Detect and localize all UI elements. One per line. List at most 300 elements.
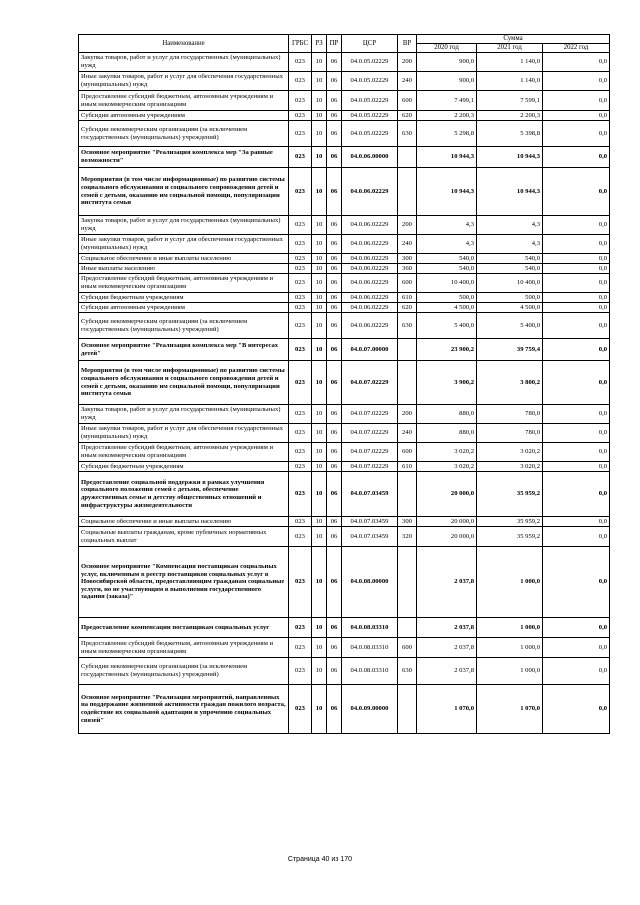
cell-y2020: 880,0 [417,424,477,443]
cell-rz: 10 [312,339,327,361]
cell-csr: 04.0.06.00000 [342,147,398,168]
cell-pr: 06 [327,618,342,638]
cell-rz: 10 [312,53,327,72]
cell-y2022: 0,0 [543,618,610,638]
cell-rz: 10 [312,547,327,618]
cell-grbs: 023 [289,472,312,517]
cell-y2020: 20 000,0 [417,472,477,517]
cell-csr: 04.0.07.02229 [342,361,398,405]
cell-y2020: 2 200,3 [417,111,477,121]
cell-name: Основное мероприятие "Реализация мероприятий, направленных на поддержание жизненной активности граждан пожилого возраста, содействие их социальной адаптации и упрочению социальных связей" [79,685,289,734]
cell-csr: 04.0.05.02229 [342,111,398,121]
cell-vr [398,147,417,168]
cell-pr: 06 [327,313,342,339]
cell-vr: 360 [398,264,417,274]
cell-grbs: 023 [289,618,312,638]
cell-name: Субсидии некоммерческим организациям (за исключением государственных (муниципальных) учреждений) [79,658,289,685]
cell-grbs: 023 [289,91,312,111]
cell-csr: 04.0.06.02229 [342,264,398,274]
cell-y2022: 0,0 [543,293,610,303]
cell-csr: 04.0.06.02229 [342,216,398,235]
cell-rz: 10 [312,618,327,638]
cell-rz: 10 [312,235,327,254]
budget-table-container [78,34,609,734]
cell-csr: 04.0.05.02229 [342,53,398,72]
cell-y2021: 10 944,3 [477,168,543,216]
cell-rz: 10 [312,274,327,293]
cell-y2021: 4,3 [477,235,543,254]
cell-y2020: 20 000,0 [417,527,477,547]
cell-rz: 10 [312,293,327,303]
table-row-section [79,339,610,361]
cell-grbs: 023 [289,517,312,527]
cell-y2021: 540,0 [477,264,543,274]
cell-y2020: 2 037,8 [417,618,477,638]
cell-y2021: 1 000,0 [477,658,543,685]
cell-rz: 10 [312,517,327,527]
cell-y2020: 4 500,0 [417,303,477,313]
cell-name: Социальные выплаты гражданам, кроме публичных нормативных социальных выплат [79,527,289,547]
page-footer: Страница 40 из 170 [287,856,353,863]
table-header [79,35,610,53]
cell-rz: 10 [312,264,327,274]
cell-y2022: 0,0 [543,527,610,547]
cell-y2022: 0,0 [543,168,610,216]
cell-pr: 06 [327,339,342,361]
cell-rz: 10 [312,91,327,111]
table-row-section [79,361,610,405]
cell-name: Иные выплаты населению [79,264,289,274]
cell-grbs: 023 [289,274,312,293]
table-row-section [79,547,610,618]
table-row-section [79,168,610,216]
cell-y2022: 0,0 [543,91,610,111]
cell-y2020: 20 000,0 [417,517,477,527]
cell-name: Субсидии автономным учреждениям [79,111,289,121]
cell-rz: 10 [312,685,327,734]
cell-y2022: 0,0 [543,462,610,472]
cell-grbs: 023 [289,168,312,216]
cell-vr: 600 [398,274,417,293]
cell-pr: 06 [327,147,342,168]
cell-name: Социальное обеспечение и иные выплаты населению [79,254,289,264]
cell-rz: 10 [312,216,327,235]
table-row [79,517,610,527]
cell-pr: 06 [327,638,342,658]
table-row [79,443,610,462]
cell-y2020: 3 900,2 [417,361,477,405]
cell-y2020: 5 298,8 [417,121,477,147]
cell-y2020: 10 944,3 [417,147,477,168]
cell-y2022: 0,0 [543,685,610,734]
table-row [79,303,610,313]
cell-name: Предоставление субсидий бюджетным, автономным учреждениям и иным некоммерческим организациям [79,91,289,111]
table-row [79,405,610,424]
cell-pr: 06 [327,472,342,517]
cell-vr: 600 [398,443,417,462]
cell-name: Иные закупки товаров, работ и услуг для обеспечения государственных (муниципальных) нужд [79,72,289,91]
cell-y2020: 540,0 [417,254,477,264]
table-row [79,424,610,443]
cell-csr: 04.0.07.03459 [342,472,398,517]
cell-vr [398,361,417,405]
table-row [79,638,610,658]
cell-csr: 04.0.08.03310 [342,618,398,638]
cell-y2021: 10 400,0 [477,274,543,293]
cell-name: Субсидии автономным учреждениям [79,303,289,313]
cell-grbs: 023 [289,638,312,658]
cell-grbs: 023 [289,293,312,303]
cell-y2022: 0,0 [543,72,610,91]
cell-pr: 06 [327,405,342,424]
cell-csr: 04.0.08.03310 [342,658,398,685]
header-vr: ВР [398,35,417,53]
header-rz: РЗ [312,35,327,53]
cell-name: Субсидии некоммерческим организациям (за исключением государственных (муниципальных) учреждений) [79,313,289,339]
cell-csr: 04.0.08.03310 [342,638,398,658]
cell-y2021: 35 959,2 [477,517,543,527]
cell-name: Субсидии некоммерческим организациям (за исключением государственных (муниципальных) учреждений) [79,121,289,147]
cell-rz: 10 [312,472,327,517]
cell-name: Закупка товаров, работ и услуг для государственных (муниципальных) нужд [79,405,289,424]
cell-rz: 10 [312,313,327,339]
cell-csr: 04.0.06.02229 [342,293,398,303]
cell-csr: 04.0.07.00000 [342,339,398,361]
header-csr: ЦСР [342,35,398,53]
cell-vr: 600 [398,638,417,658]
cell-y2022: 0,0 [543,235,610,254]
header-sum: Сумма [417,35,610,44]
cell-y2021: 1 140,0 [477,72,543,91]
cell-vr: 240 [398,72,417,91]
cell-y2021: 500,0 [477,293,543,303]
cell-grbs: 023 [289,424,312,443]
table-row [79,658,610,685]
cell-y2022: 0,0 [543,339,610,361]
cell-y2020: 900,0 [417,72,477,91]
cell-rz: 10 [312,72,327,91]
cell-vr: 630 [398,313,417,339]
cell-y2021: 780,0 [477,405,543,424]
cell-pr: 06 [327,168,342,216]
cell-y2020: 7 499,1 [417,91,477,111]
cell-rz: 10 [312,147,327,168]
cell-y2022: 0,0 [543,53,610,72]
cell-grbs: 023 [289,254,312,264]
cell-y2021: 39 759,4 [477,339,543,361]
cell-y2021: 3 800,2 [477,361,543,405]
cell-pr: 06 [327,91,342,111]
table-row [79,264,610,274]
cell-y2022: 0,0 [543,274,610,293]
cell-rz: 10 [312,361,327,405]
cell-y2020: 880,0 [417,405,477,424]
cell-rz: 10 [312,462,327,472]
cell-y2020: 2 037,8 [417,658,477,685]
cell-y2020: 4,3 [417,235,477,254]
cell-csr: 04.0.08.00000 [342,547,398,618]
cell-pr: 06 [327,72,342,91]
cell-y2020: 500,0 [417,293,477,303]
cell-grbs: 023 [289,405,312,424]
cell-csr: 04.0.06.02229 [342,274,398,293]
header-year-2021: 2021 год [477,44,543,53]
cell-rz: 10 [312,527,327,547]
cell-name: Мероприятия (в том числе информационные) по развитию системы социального обслуживания и социального сопровождения детей и семей с детьми, оказанию им социальной помощи, популяризации института семьи [79,168,289,216]
cell-rz: 10 [312,405,327,424]
cell-name: Предоставление субсидий бюджетным, автономным учреждениям и иным некоммерческим организациям [79,638,289,658]
cell-vr [398,618,417,638]
cell-y2020: 2 037,8 [417,547,477,618]
cell-grbs: 023 [289,235,312,254]
cell-csr: 04.0.07.02229 [342,443,398,462]
table-row [79,293,610,303]
cell-grbs: 023 [289,147,312,168]
cell-pr: 06 [327,658,342,685]
cell-rz: 10 [312,638,327,658]
cell-y2021: 1 000,0 [477,638,543,658]
table-row [79,235,610,254]
cell-y2022: 0,0 [543,361,610,405]
budget-table [78,34,610,734]
cell-y2022: 0,0 [543,264,610,274]
cell-vr [398,168,417,216]
cell-vr: 600 [398,91,417,111]
cell-vr: 240 [398,424,417,443]
cell-vr: 630 [398,658,417,685]
cell-y2022: 0,0 [543,405,610,424]
table-row [79,121,610,147]
cell-csr: 04.0.06.02229 [342,313,398,339]
table-row-section [79,685,610,734]
cell-csr: 04.0.07.02229 [342,462,398,472]
table-row [79,72,610,91]
cell-name: Субсидии бюджетным учреждениям [79,293,289,303]
cell-name: Предоставление компенсации поставщикам социальных услуг [79,618,289,638]
cell-name: Предоставление субсидий бюджетным, автономным учреждениям и иным некоммерческим организациям [79,274,289,293]
table-row [79,111,610,121]
cell-vr: 620 [398,111,417,121]
cell-grbs: 023 [289,462,312,472]
cell-y2021: 5 398,8 [477,121,543,147]
cell-y2020: 2 037,8 [417,638,477,658]
cell-grbs: 023 [289,339,312,361]
cell-y2020: 1 070,0 [417,685,477,734]
cell-rz: 10 [312,424,327,443]
cell-pr: 06 [327,235,342,254]
cell-rz: 10 [312,121,327,147]
cell-csr: 04.0.06.02229 [342,254,398,264]
cell-y2020: 23 900,2 [417,339,477,361]
cell-csr: 04.0.05.02229 [342,91,398,111]
cell-name: Мероприятия (в том числе информационные) по развитию системы социального обслуживания и социального сопровождения детей и семей с детьми, оказанию им социальной помощи, популяризации института семьи [79,361,289,405]
cell-grbs: 023 [289,685,312,734]
cell-pr: 06 [327,443,342,462]
cell-csr: 04.0.07.03459 [342,527,398,547]
cell-csr: 04.0.05.02229 [342,72,398,91]
cell-vr: 240 [398,235,417,254]
cell-csr: 04.0.05.02229 [342,121,398,147]
cell-pr: 06 [327,547,342,618]
table-row [79,462,610,472]
cell-y2020: 10 400,0 [417,274,477,293]
cell-rz: 10 [312,254,327,264]
cell-y2021: 35 959,2 [477,527,543,547]
cell-grbs: 023 [289,361,312,405]
table-row [79,91,610,111]
cell-pr: 06 [327,293,342,303]
cell-y2021: 2 200,3 [477,111,543,121]
cell-y2020: 3 020,2 [417,462,477,472]
cell-y2022: 0,0 [543,254,610,264]
cell-y2022: 0,0 [543,472,610,517]
cell-pr: 06 [327,53,342,72]
cell-pr: 06 [327,254,342,264]
cell-grbs: 023 [289,216,312,235]
cell-y2020: 10 944,3 [417,168,477,216]
table-row [79,216,610,235]
cell-name: Иные закупки товаров, работ и услуг для обеспечения государственных (муниципальных) нужд [79,235,289,254]
cell-grbs: 023 [289,443,312,462]
cell-grbs: 023 [289,121,312,147]
cell-pr: 06 [327,216,342,235]
cell-grbs: 023 [289,527,312,547]
cell-grbs: 023 [289,72,312,91]
cell-name: Субсидии бюджетным учреждениям [79,462,289,472]
cell-y2021: 35 959,2 [477,472,543,517]
cell-y2020: 3 020,2 [417,443,477,462]
cell-pr: 06 [327,121,342,147]
cell-vr [398,685,417,734]
cell-grbs: 023 [289,264,312,274]
cell-pr: 06 [327,517,342,527]
cell-vr: 610 [398,293,417,303]
cell-pr: 06 [327,527,342,547]
cell-csr: 04.0.09.00000 [342,685,398,734]
cell-rz: 10 [312,658,327,685]
cell-vr: 610 [398,462,417,472]
cell-grbs: 023 [289,303,312,313]
cell-grbs: 023 [289,313,312,339]
table-row [79,53,610,72]
cell-pr: 06 [327,264,342,274]
table-row-section [79,472,610,517]
cell-csr: 04.0.06.02229 [342,303,398,313]
cell-csr: 04.0.07.02229 [342,424,398,443]
cell-y2021: 780,0 [477,424,543,443]
cell-y2022: 0,0 [543,658,610,685]
cell-y2021: 3 020,2 [477,462,543,472]
cell-y2022: 0,0 [543,111,610,121]
cell-y2020: 900,0 [417,53,477,72]
table-row [79,527,610,547]
cell-y2021: 1 000,0 [477,547,543,618]
cell-vr [398,339,417,361]
cell-pr: 06 [327,424,342,443]
cell-grbs: 023 [289,111,312,121]
cell-pr: 06 [327,111,342,121]
cell-y2022: 0,0 [543,313,610,339]
cell-y2022: 0,0 [543,517,610,527]
cell-y2022: 0,0 [543,424,610,443]
cell-y2022: 0,0 [543,547,610,618]
cell-y2022: 0,0 [543,147,610,168]
cell-y2022: 0,0 [543,638,610,658]
header-year-2020: 2020 год [417,44,477,53]
cell-y2021: 4 500,0 [477,303,543,313]
cell-grbs: 023 [289,658,312,685]
cell-y2021: 5 400,0 [477,313,543,339]
cell-y2021: 1 070,0 [477,685,543,734]
cell-pr: 06 [327,303,342,313]
cell-csr: 04.0.07.03459 [342,517,398,527]
cell-vr: 630 [398,121,417,147]
cell-rz: 10 [312,111,327,121]
cell-y2020: 540,0 [417,264,477,274]
cell-vr: 300 [398,517,417,527]
cell-vr: 620 [398,303,417,313]
header-year-2022: 2022 год [543,44,610,53]
cell-csr: 04.0.07.02229 [342,405,398,424]
cell-pr: 06 [327,462,342,472]
cell-y2021: 1 000,0 [477,618,543,638]
cell-grbs: 023 [289,547,312,618]
cell-y2020: 5 400,0 [417,313,477,339]
table-body [79,53,610,734]
cell-y2021: 4,3 [477,216,543,235]
header-name: Наименование [79,35,289,53]
table-row-section [79,147,610,168]
cell-name: Иные закупки товаров, работ и услуг для обеспечения государственных (муниципальных) нужд [79,424,289,443]
cell-y2022: 0,0 [543,216,610,235]
cell-vr: 200 [398,53,417,72]
table-row [79,313,610,339]
cell-y2021: 10 944,3 [477,147,543,168]
cell-pr: 06 [327,685,342,734]
cell-name: Закупка товаров, работ и услуг для государственных (муниципальных) нужд [79,216,289,235]
cell-rz: 10 [312,303,327,313]
cell-vr: 300 [398,254,417,264]
cell-grbs: 023 [289,53,312,72]
cell-name: Предоставление субсидий бюджетным, автономным учреждениям и иным некоммерческим организациям [79,443,289,462]
cell-y2022: 0,0 [543,121,610,147]
cell-name: Закупка товаров, работ и услуг для государственных (муниципальных) нужд [79,53,289,72]
cell-y2021: 7 599,1 [477,91,543,111]
cell-vr [398,547,417,618]
cell-y2021: 3 020,2 [477,443,543,462]
cell-y2021: 1 140,0 [477,53,543,72]
cell-name: Основное мероприятие "Реализация комплекса мер "За равные возможности" [79,147,289,168]
cell-vr: 320 [398,527,417,547]
cell-y2022: 0,0 [543,303,610,313]
cell-name: Основное мероприятие "Реализация комплекса мер "В интересах детей" [79,339,289,361]
cell-vr [398,472,417,517]
cell-pr: 06 [327,361,342,405]
cell-name: Социальное обеспечение и иные выплаты населению [79,517,289,527]
cell-csr: 04.0.06.02229 [342,235,398,254]
cell-vr: 200 [398,405,417,424]
cell-y2020: 4,3 [417,216,477,235]
cell-rz: 10 [312,443,327,462]
cell-rz: 10 [312,168,327,216]
cell-name: Основное мероприятие "Компенсация поставщикам социальных услуг, включенным в реестр поставщиков социальных услуг в Новосибирской области, предоставляющим гражданам социальные услуги, но не участвующим в выполнении государственного задания (заказа)" [79,547,289,618]
table-row [79,254,610,264]
cell-csr: 04.0.06.02229 [342,168,398,216]
table-row [79,274,610,293]
cell-y2022: 0,0 [543,443,610,462]
cell-name: Предоставление социальной поддержки в рамках улучшения социального положения семей с детьми, обеспечение дружественных семье и детству общественных отношений и инфраструктуры жизнедеятельности [79,472,289,517]
cell-vr: 200 [398,216,417,235]
